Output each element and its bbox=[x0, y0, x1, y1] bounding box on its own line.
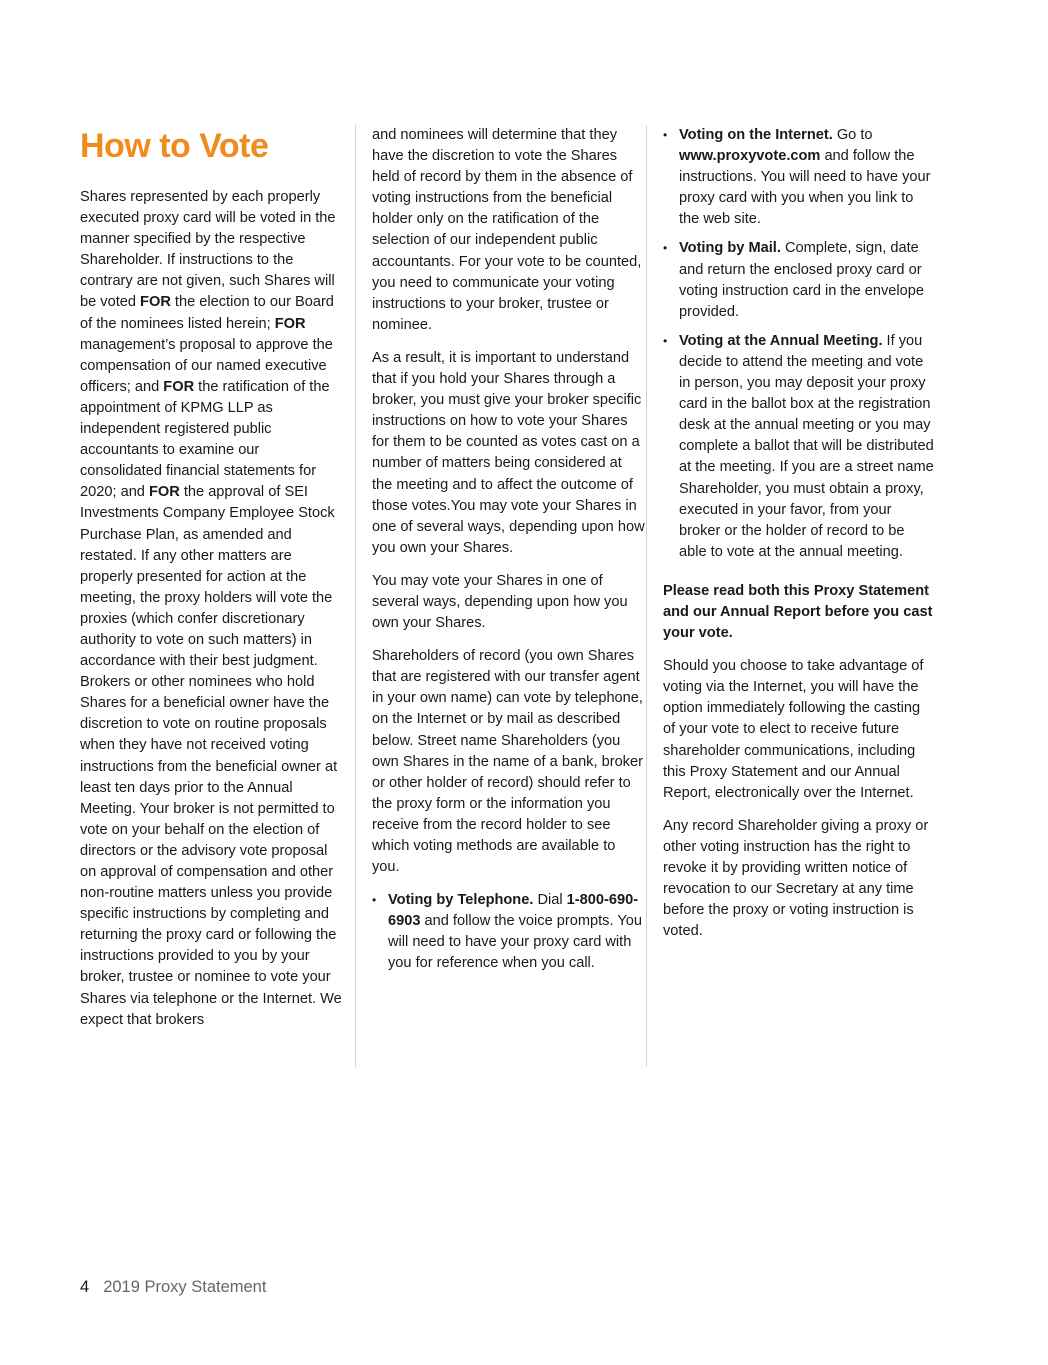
page-footer bbox=[80, 1278, 266, 1297]
for-emphasis: FOR bbox=[274, 315, 306, 332]
document-title: 2019 Proxy Statement bbox=[103, 1278, 267, 1296]
for-emphasis: FOR bbox=[148, 484, 180, 501]
revocation-paragraph: Any record Shareholder giving a proxy or other voting instruction has the right to revoke it by providing written notice of revocation to our Secretary at any time before the proxy or voting instruction is voted. bbox=[663, 817, 929, 940]
proxyvote-link[interactable]: www.proxyvote.com bbox=[679, 148, 821, 165]
electronic-delivery-paragraph: Should you choose to take advantage of voting via the Internet, you will have the option immediately following the casting of your vote to elect to receive future shareholder communications, including this Proxy Statement and our Annual Report, electronically over the Internet. bbox=[663, 658, 924, 801]
read-statement-note: Please read both this Proxy Statement and our Annual Report before you cast your vote. bbox=[663, 582, 933, 642]
column-2 bbox=[355, 125, 646, 1067]
page-title: How to Vote bbox=[80, 127, 269, 165]
column-3 bbox=[646, 125, 936, 1067]
record-holders-paragraph: Shareholders of record (you own Shares that are registered with our transfer agent in your own name) can vote by telephone, on the Internet or by mail as described below. Street name Shareholders (you own Shares in the name of a bank, broker or other holder of record) should refer to the proxy form or the information you receive from the record holder to see which voting methods are available to you. bbox=[372, 648, 643, 876]
bullet-voting-annual-meeting: • Voting at the Annual Meeting. If you decide to attend the meeting and vote in person, you may deposit your proxy card in the ballot box at the registration desk at the annual meeting or you may complete a ballot that will be distributed at the meeting. If you are a street name Shareholder, you must obtain a proxy, executed in your favor, from your broker or the holder of record to be able to vote at the annual meeting. bbox=[663, 331, 936, 563]
for-emphasis: FOR bbox=[163, 378, 195, 395]
voting-methods-list-b bbox=[663, 125, 936, 563]
phone-number: 1-800-690-6903 bbox=[388, 892, 639, 930]
voting-ways-paragraph: You may vote your Shares in one of several ways, depending upon how you own your Shares. bbox=[372, 572, 628, 632]
broker-discretion-paragraph: and nominees will determine that they have the discretion to vote the Shares held of record by them in the absence of voting instructions from the beneficial holder only on the ratification of the selection of our independent public accountants. For your vote to be counted, you need to communicate your voting instructions to your broker, trustee or nominee. bbox=[372, 127, 642, 333]
bullet-voting-internet: • Voting on the Internet. Go to www.proxyvote.com and follow the instructions. You will need to have your proxy card with you when you link to the web site. bbox=[663, 125, 936, 230]
column-1 bbox=[80, 125, 342, 1031]
voting-methods-list-a bbox=[372, 890, 646, 974]
for-emphasis: FOR bbox=[140, 294, 171, 311]
page-number: 4 bbox=[80, 1278, 90, 1296]
bullet-voting-mail: • Voting by Mail. Complete, sign, date and return the enclosed proxy card or voting instruction card in the envelope provided. bbox=[663, 238, 936, 322]
bullet-voting-telephone: • Voting by Telephone. Dial 1-800-690-6903 and follow the voice prompts. You will need to have your proxy card with you for reference when you call. bbox=[372, 890, 646, 974]
broker-instructions-paragraph: As a result, it is important to understand that if you hold your Shares through a broker, you must give your broker specific instructions on how to vote your Shares for them to be counted as votes cast on a number of matters being considered at the meeting and to affect the outcome of those votes.You may vote your Shares in one of several ways, depending upon how you own your Shares. bbox=[372, 349, 645, 556]
intro-paragraph: Shares represented by each properly executed proxy card will be voted in the manner specified by the respective Shareholder. If instructions to the contrary are not given, such Shares will be voted FOR the election to our Board of the nominees listed herein; FOR management’s proposal to approve the compensation of our named executive officers; and FOR the ratification of the appointment of KPMG LLP as independent registered public accountants to examine our consolidated financial statements for 2020; and FOR the approval of SEI Investments Company Employee Stock Purchase Plan, as amended and restated. If any other matters are properly presented for action at the meeting, the proxy holders will vote the proxies (which confer discretionary authority to vote on such matters) in accordance with their best judgment. Brokers or other nominees who hold Shares for a beneficial owner have the discretion to vote on routine proposals when they have not received voting instructions from the beneficial owner at least ten days prior to the Annual Meeting. Your broker is not permitted to vote on your behalf on the election of directors or the advisory vote proposal on approval of compensation and other non-routine matters unless you provide specific instructions by completing and returning the proxy card or following the instructions provided to you by your broker, trustee or nominee to vote your Shares via telephone or the Internet. We expect that brokers bbox=[80, 189, 342, 1028]
